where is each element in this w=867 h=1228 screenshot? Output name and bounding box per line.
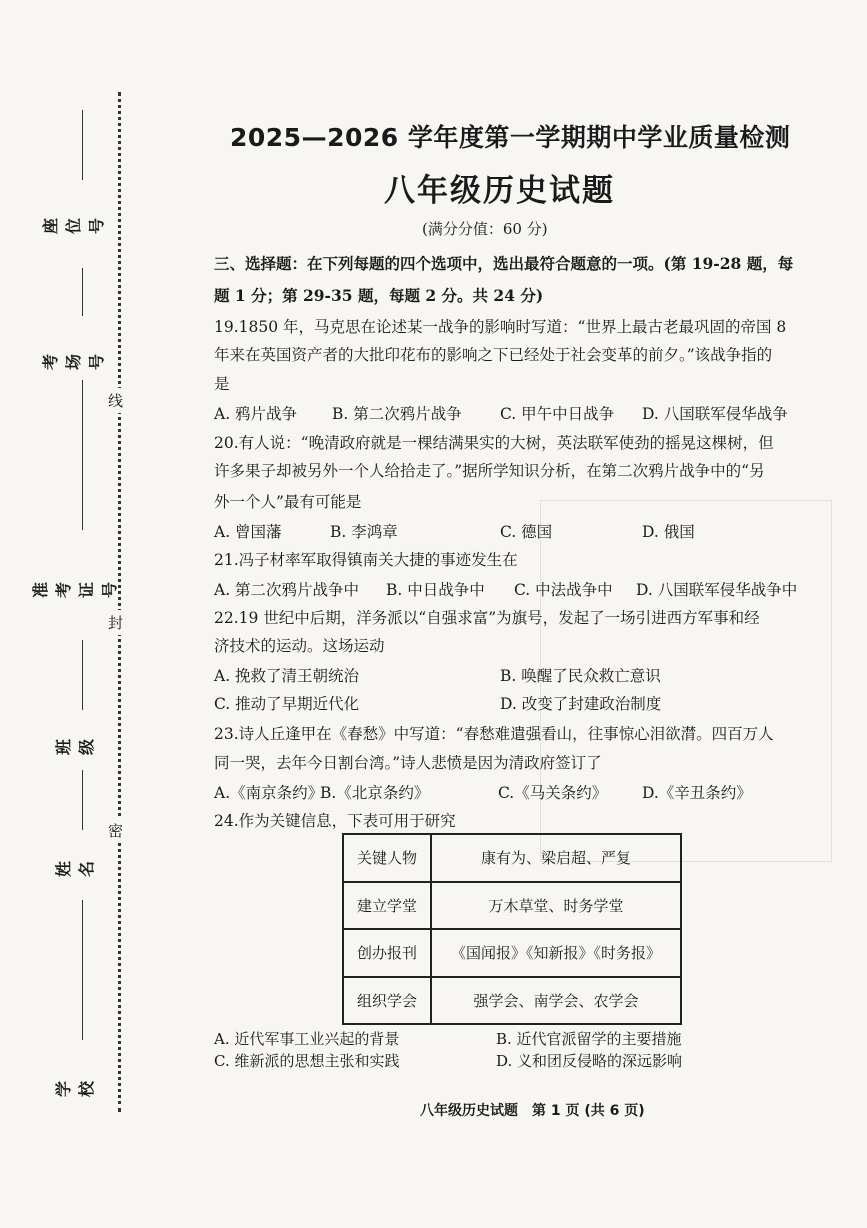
q19-stem-line2: 年来在英国资产者的大批印花布的影响之下已经处于社会变革的前夕。”该战争指的 bbox=[214, 346, 773, 364]
q21-stem: 21.冯子材率军取得镇南关大捷的事迹发生在 bbox=[214, 551, 518, 569]
table-cell-value: 强学会、南学会、农学会 bbox=[431, 977, 681, 1025]
seal-char-mi: 密 bbox=[108, 818, 123, 843]
q22-option-a: A. 挽救了清王朝统治 bbox=[214, 667, 360, 685]
full-score: (满分分值：60 分) bbox=[422, 220, 548, 238]
q23-stem-line1: 23.诗人丘逢甲在《春愁》中写道：“春愁难遣强看山，往事惊心泪欲潸。四百万人 bbox=[214, 725, 774, 743]
table-cell-value: 《国闻报》《知新报》《时务报》 bbox=[431, 929, 681, 977]
q23-option-b: B.《北京条约》 bbox=[320, 784, 430, 802]
school-line bbox=[82, 900, 83, 1040]
seal-char-xian: 线 bbox=[108, 388, 123, 413]
table-row bbox=[343, 834, 681, 882]
table-cell-key: 建立学堂 bbox=[343, 882, 431, 930]
exam-id-line bbox=[82, 440, 83, 530]
q21-option-d: D. 八国联军侵华战争中 bbox=[636, 581, 798, 599]
school-label: 学校 bbox=[54, 1080, 96, 1097]
exam-subtitle: 八年级历史试题 bbox=[384, 173, 615, 209]
binding-dotted-line bbox=[118, 92, 121, 1112]
table-row bbox=[343, 929, 681, 977]
exam-title: 2025—2026 学年度第一学期期中学业质量检测 bbox=[230, 123, 791, 152]
q24-option-d: D. 义和团反侵略的深远影响 bbox=[496, 1052, 683, 1070]
room-number-line bbox=[82, 268, 83, 316]
seat-number-line bbox=[82, 110, 83, 180]
q23-stem-line2: 同一哭，去年今日割台湾。”诗人悲愤是因为清政府签订了 bbox=[214, 754, 602, 772]
q22-stem-line1: 22.19 世纪中后期，洋务派以“自强求富”为旗号，发起了一场引进西方军事和经 bbox=[214, 609, 760, 627]
q22-stem-line2: 济技术的运动。这场运动 bbox=[214, 637, 385, 655]
class-line bbox=[82, 640, 83, 710]
q22-option-d: D. 改变了封建政治制度 bbox=[500, 695, 662, 713]
page-footer: 八年级历史试题 第 1 页 (共 6 页) bbox=[420, 1103, 645, 1119]
table-cell-key: 关键人物 bbox=[343, 834, 431, 882]
q22-option-b: B. 唤醒了民众救亡意识 bbox=[500, 667, 661, 685]
q20-stem-line2: 许多果子却被另外一个人给拾走了。”据所学知识分析，在第二次鸦片战争中的“另 bbox=[214, 462, 765, 480]
q23-option-d: D.《辛丑条约》 bbox=[642, 784, 752, 802]
exam-id-label: 准考证号 bbox=[31, 581, 119, 598]
section-instruction-line2: 题 1 分；第 29-35 题，每题 2 分。共 24 分) bbox=[214, 286, 544, 305]
q22-option-c: C. 推动了早期近代化 bbox=[214, 695, 360, 713]
class-label: 班级 bbox=[54, 738, 96, 755]
q20-option-c: C. 德国 bbox=[500, 523, 553, 541]
q19-option-b: B. 第二次鸦片战争 bbox=[332, 405, 462, 423]
q20-stem-line1: 20.有人说：“晚清政府就是一棵结满果实的大树，英法联军使劲的摇晃这棵树，但 bbox=[214, 434, 774, 452]
q20-stem-line3: 外一个人”最有可能是 bbox=[214, 493, 362, 511]
table-row bbox=[343, 977, 681, 1025]
table-cell-value: 康有为、梁启超、严复 bbox=[431, 834, 681, 882]
q19-stem-line3: 是 bbox=[214, 375, 230, 393]
q20-option-a: A. 曾国藩 bbox=[214, 523, 282, 541]
q23-option-a: A.《南京条约》 bbox=[214, 784, 324, 802]
q19-stem-line1: 19.1850 年，马克思在论述某一战争的影响时写道：“世界上最古老最巩固的帝国 8 bbox=[214, 318, 787, 336]
seal-char-feng: 封 bbox=[108, 610, 123, 635]
name-line bbox=[82, 770, 83, 830]
section-instruction-line1: 三、选择题：在下列每题的四个选项中，选出最符合题意的一项。(第 19-28 题，每 bbox=[214, 254, 794, 273]
seat-number-label: 座位号 bbox=[41, 217, 106, 234]
q20-option-b: B. 李鸿章 bbox=[330, 523, 398, 541]
q24-option-c: C. 维新派的思想主张和实践 bbox=[214, 1052, 400, 1070]
name-label: 姓名 bbox=[54, 860, 96, 877]
q19-option-c: C. 甲午中日战争 bbox=[500, 405, 615, 423]
q24-option-b: B. 近代官派留学的主要措施 bbox=[496, 1030, 682, 1048]
room-number-label: 考场号 bbox=[41, 353, 106, 370]
q19-option-d: D. 八国联军侵华战争 bbox=[642, 405, 788, 423]
table-row bbox=[343, 882, 681, 930]
table-cell-key: 创办报刊 bbox=[343, 929, 431, 977]
q24-option-a: A. 近代军事工业兴起的背景 bbox=[214, 1030, 400, 1048]
q19-option-a: A. 鸦片战争 bbox=[214, 405, 298, 423]
table-cell-key: 组织学会 bbox=[343, 977, 431, 1025]
q20-option-d: D. 俄国 bbox=[642, 523, 695, 541]
table-cell-value: 万木草堂、时务学堂 bbox=[431, 882, 681, 930]
q23-option-c: C.《马关条约》 bbox=[498, 784, 608, 802]
q24-stem: 24.作为关键信息，下表可用于研究 bbox=[214, 812, 456, 830]
q21-option-a: A. 第二次鸦片战争中 bbox=[214, 581, 360, 599]
q21-option-c: C. 中法战争中 bbox=[514, 581, 613, 599]
q21-option-b: B. 中日战争中 bbox=[386, 581, 485, 599]
key-info-table bbox=[342, 833, 682, 1025]
